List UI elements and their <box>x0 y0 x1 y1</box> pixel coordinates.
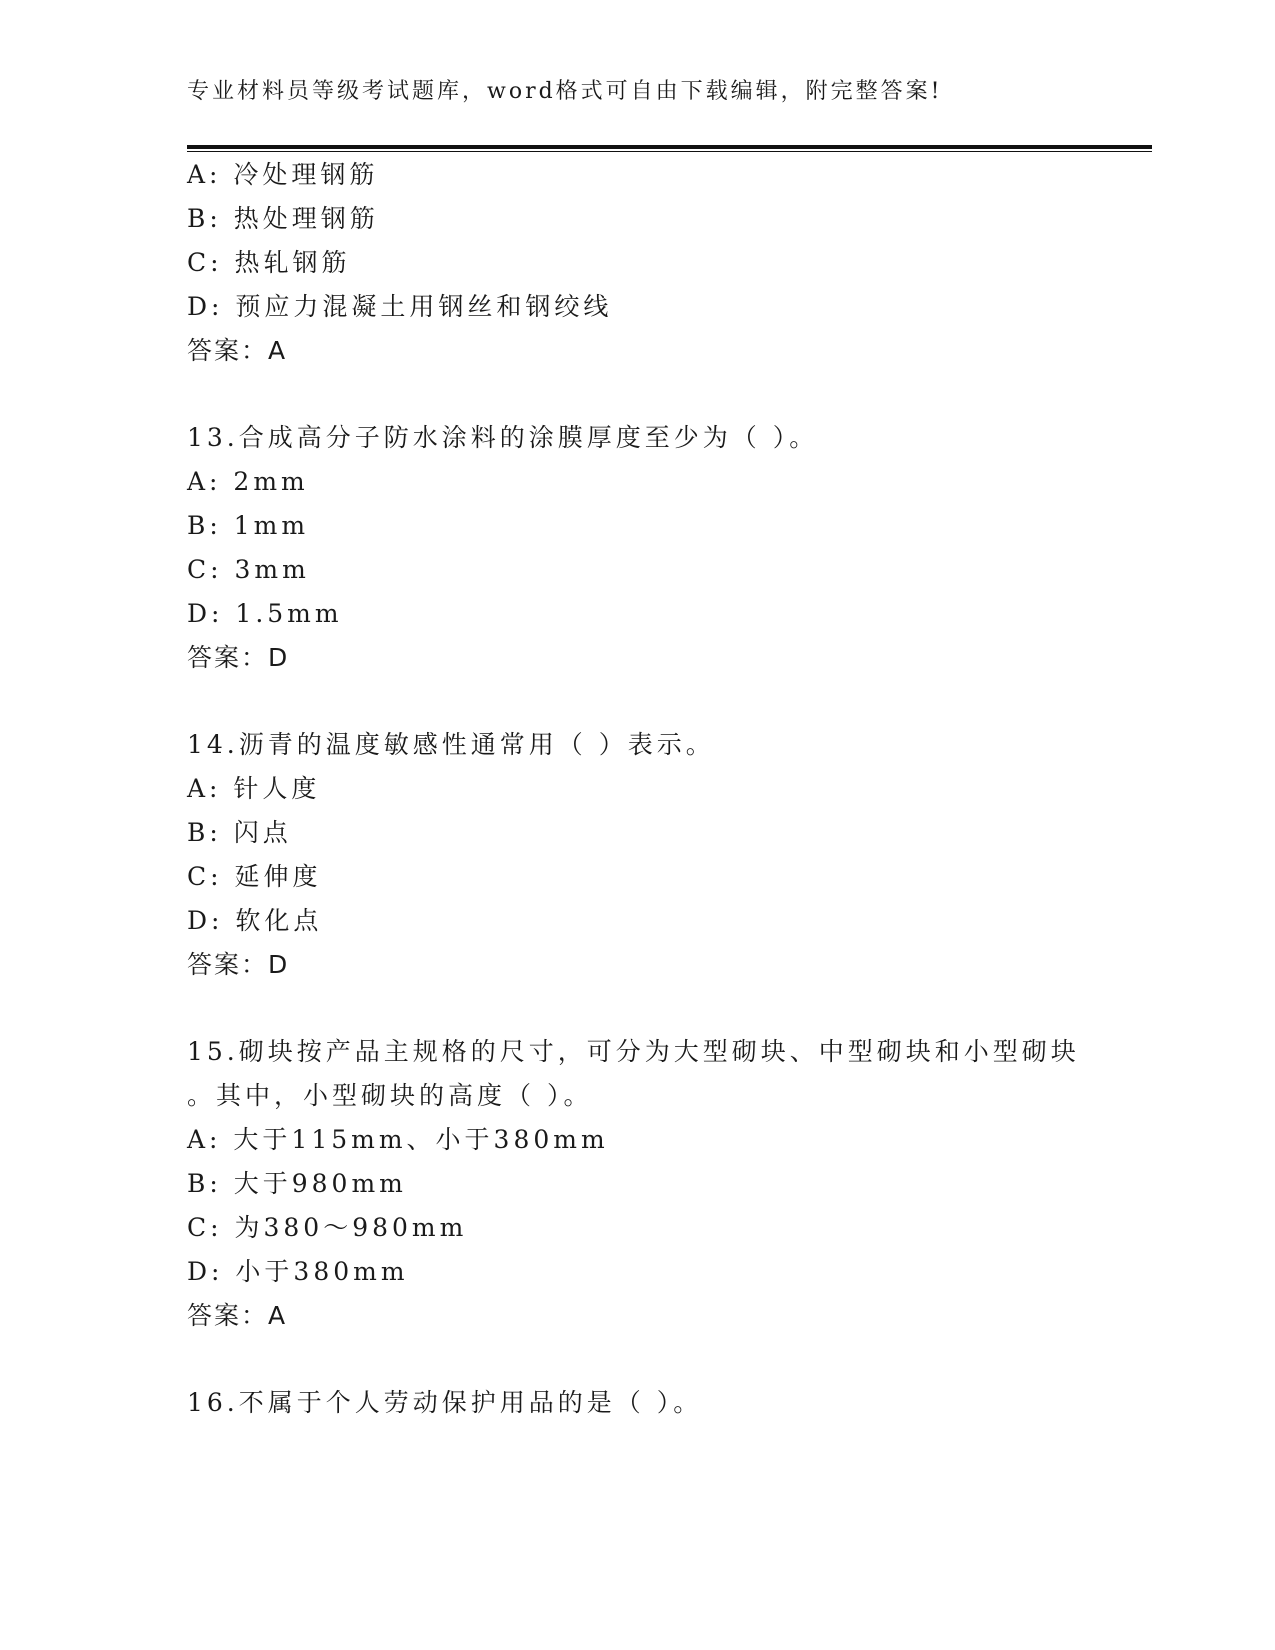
q15-option-c: C: 为380～980mm <box>187 1213 468 1242</box>
q12-answer: 答案：A <box>187 336 288 365</box>
page-header: 专业材料员等级考试题库，word格式可自由下载编辑，附完整答案! <box>187 79 943 104</box>
q15-question-line1: 15.砌块按产品主规格的尺寸，可分为大型砌块、中型砌块和小型砌块 <box>187 1037 1080 1066</box>
q15-option-d: D: 小于380mm <box>187 1257 409 1286</box>
q14-option-c: C: 延伸度 <box>187 862 322 891</box>
q14-option-d: D: 软化点 <box>187 906 323 935</box>
q15-option-b: B: 大于980mm <box>187 1169 407 1198</box>
q14-question: 14.沥青的温度敏感性通常用（ ）表示。 <box>187 730 715 759</box>
q15-answer: 答案：A <box>187 1301 288 1330</box>
q13-option-d: D: 1.5mm <box>187 599 343 628</box>
q13-answer: 答案：D <box>187 643 290 672</box>
q14-option-b: B: 闪点 <box>187 818 292 847</box>
q16-question: 16.不属于个人劳动保护用品的是（ ）。 <box>187 1388 703 1417</box>
q12-option-c: C: 热轧钢筋 <box>187 248 351 277</box>
q15-option-a: A: 大于115mm、小于380mm <box>187 1125 609 1154</box>
q14-option-a: A: 针人度 <box>187 774 321 803</box>
header-rule-thin <box>187 151 1152 152</box>
header-rule-thick <box>187 145 1152 149</box>
q13-option-b: B: 1mm <box>187 511 310 540</box>
q12-option-d: D: 预应力混凝土用钢丝和钢绞线 <box>187 292 613 321</box>
q13-option-c: C: 3mm <box>187 555 310 584</box>
q13-option-a: A: 2mm <box>187 467 309 496</box>
q12-option-b: B: 热处理钢筋 <box>187 204 379 233</box>
q15-question-line2: 。其中，小型砌块的高度（ ）。 <box>187 1081 593 1110</box>
q13-question: 13.合成高分子防水涂料的涂膜厚度至少为（ ）。 <box>187 423 819 452</box>
q14-answer: 答案：D <box>187 950 290 979</box>
q12-option-a: A: 冷处理钢筋 <box>187 160 379 189</box>
